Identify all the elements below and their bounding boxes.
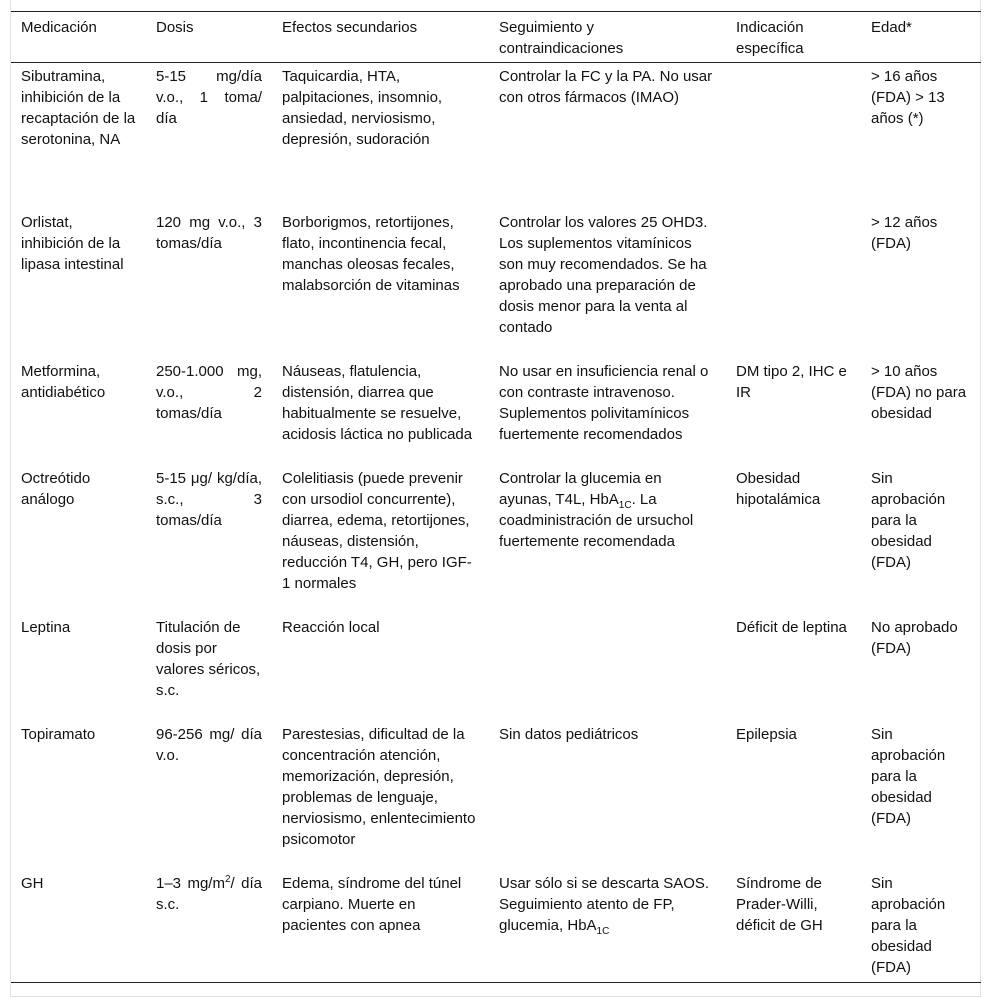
cell-dose: 5-15 mg/día v.o., 1 toma/ día <box>156 68 262 127</box>
header-seguimiento: Seguimiento y contraindicaciones <box>499 19 624 57</box>
dose-text: / día s.c. <box>156 874 262 913</box>
cell-effects: Reacción local <box>282 618 380 636</box>
cell-medication: Octreótido análogo <box>21 469 91 508</box>
cell-indication: Obesidad hipotalámica <box>736 469 821 508</box>
cell-medication: Sibutramina, inhibición de la recaptación de la serotonina, NA <box>21 68 136 148</box>
cell-indication <box>726 212 861 361</box>
cell-effects: Parestesias, dificultad de la concentración atención, memorización, depresión, problemas de lenguaje, nerviosismo, enlentecimiento psicomotor <box>282 725 476 848</box>
cell-monitoring <box>489 617 726 724</box>
table-row <box>11 873 981 983</box>
table-row <box>11 212 981 361</box>
cell-effects: Colelitiasis (puede prevenir con ursodiol concurrente), diarrea, edema, retortijones, náuseas, distensión, reducción T4, GH, pero IGF-1 normales <box>282 469 472 592</box>
cell-effects: Borborigmos, retortijones, flato, incontinencia fecal, manchas oleosas fecales, malabsorción de vitaminas <box>282 213 460 294</box>
table-row <box>11 63 981 212</box>
cell-age: > 16 años (FDA) > 13 años (*) <box>871 68 945 127</box>
cell-monitoring: Controlar los valores 25 OHD3. Los suplementos vitamínicos son muy recomendados. Se ha aprobado una preparación de dosis menor para la venta al contado <box>499 213 708 336</box>
dose-text: 1–3 mg/m <box>156 874 225 892</box>
cell-indication: Déficit de leptina <box>736 618 847 636</box>
cell-dose: Titulación de dosis por valores séricos, s.c. <box>156 618 261 699</box>
cell-age: > 12 años (FDA) <box>871 213 938 252</box>
cell-medication: Metformina, antidiabético <box>21 362 106 401</box>
header-indicacion: Indicación específica <box>736 19 804 57</box>
cell-indication <box>726 63 861 212</box>
subscript: 1C <box>618 499 632 511</box>
cell-age: Sin aprobación para la obesidad (FDA) <box>871 874 946 976</box>
table-row <box>11 724 981 873</box>
cell-age: > 10 años (FDA) no para obesidad <box>871 362 967 422</box>
cell-age: Sin aprobación para la obesidad (FDA) <box>871 469 946 571</box>
monitoring-text: . La coadministración de ursuchol fuertemente recomendada <box>499 490 694 550</box>
cell-indication: DM tipo 2, IHC e IR <box>736 362 847 401</box>
header-dosis: Dosis <box>156 19 194 36</box>
cell-medication: Topiramato <box>21 725 96 743</box>
cell-dose: 5-15 μg/ kg/día, s.c., 3 tomas/día <box>156 469 262 529</box>
cell-medication: GH <box>21 874 44 892</box>
medication-table <box>11 11 981 983</box>
header-efectos: Efectos secundarios <box>282 19 418 36</box>
monitoring-text: Usar sólo si se descarta SAOS. Seguimiento atento de FP, glucemia, HbA <box>499 874 710 934</box>
cell-effects: Taquicardia, HTA, palpitaciones, insomnio, ansiedad, nerviosismo, depresión, sudoración <box>282 68 443 148</box>
cell-dose: 96-256 mg/ día v.o. <box>156 725 262 764</box>
table-row <box>11 617 981 724</box>
cell-effects: Edema, síndrome del túnel carpiano. Muerte en pacientes con apnea <box>282 874 462 934</box>
cell-dose: 120 mg v.o., 3 tomas/día <box>156 213 262 252</box>
cell-medication: Leptina <box>21 618 71 636</box>
cell-indication: Epilepsia <box>736 725 797 743</box>
cell-dose: 250-1.000 mg, v.o., 2 tomas/día <box>156 362 262 422</box>
cell-monitoring: Sin datos pediátricos <box>499 725 639 743</box>
table-header-row <box>11 12 981 63</box>
cell-monitoring <box>489 873 726 983</box>
cell-indication: Síndrome de Prader-Willi, déficit de GH <box>736 874 823 934</box>
cell-age: Sin aprobación para la obesidad (FDA) <box>871 725 946 827</box>
table-row <box>11 468 981 617</box>
table-row <box>11 361 981 468</box>
cell-monitoring: Controlar la FC y la PA. No usar con otros fármacos (IMAO) <box>499 68 713 106</box>
cell-dose <box>146 873 272 983</box>
cell-age: No aprobado (FDA) <box>871 618 958 657</box>
cell-medication: Orlistat, inhibición de la lipasa intestinal <box>21 213 124 273</box>
header-edad: Edad* <box>871 19 912 36</box>
header-medicacion: Medicación <box>21 19 97 36</box>
superscript: 2 <box>224 873 231 885</box>
cell-effects: Náuseas, flatulencia, distensión, diarrea que habitualmente se resuelve, acidosis láctica no publicada <box>282 362 473 443</box>
monitoring-text: Controlar la glucemia en ayunas, T4L, HbA <box>499 469 662 508</box>
cell-monitoring <box>489 468 726 617</box>
subscript: 1C <box>596 925 610 937</box>
cell-monitoring: No usar en insuficiencia renal o con contraste intravenoso. Suplementos polivitamínicos fuertemente recomendados <box>499 362 709 443</box>
